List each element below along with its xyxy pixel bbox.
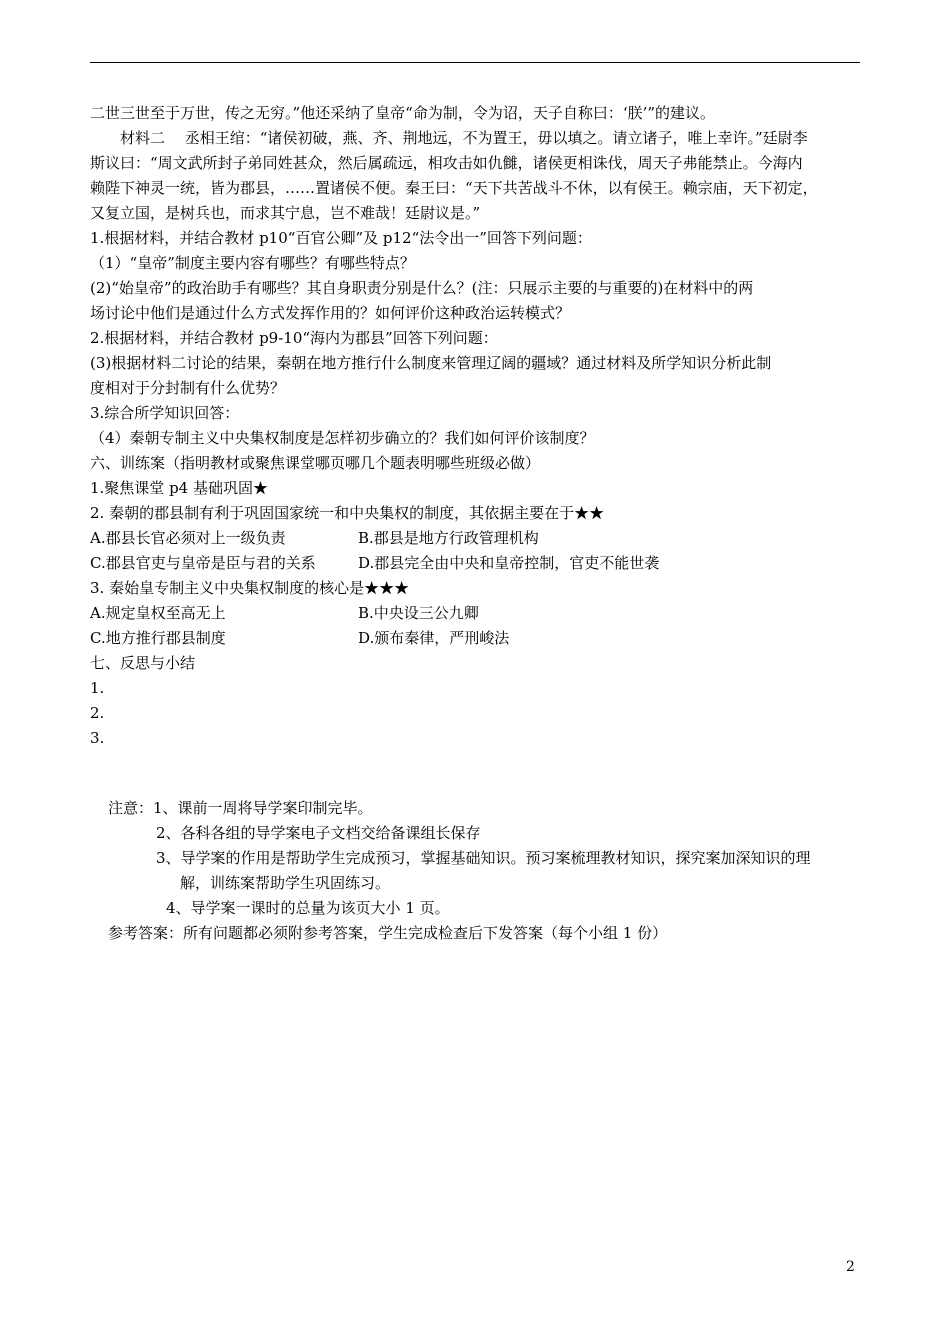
option-row — [90, 626, 860, 651]
notes-block — [90, 796, 870, 946]
note-line: 3、导学案的作用是帮助学生完成预习，掌握基础知识。预习案梳理教材知识，探究案加深知识的理 — [156, 849, 811, 867]
list-item: 2. — [90, 704, 105, 722]
note-line: 2、各科各组的导学案电子文档交给备课组长保存 — [156, 824, 481, 842]
reference-answer-note: 参考答案：所有问题都必须附参考答案，学生完成检查后下发答案（每个小组 1 份） — [108, 924, 668, 942]
option-b: B.中央设三公九卿 — [358, 604, 479, 622]
question-heading: 3.综合所学知识回答： — [90, 404, 240, 422]
text-line: 斯议曰：“周文武所封子弟同姓甚众，然后属疏远，相攻击如仇雠，诸侯更相诛伐，周天子弗能禁止。今海内 — [90, 154, 803, 172]
exercise-item: 2. 秦朝的郡县制有利于巩固国家统一和中央集权的制度，其依据主要在于★★ — [90, 504, 605, 522]
option-b: B.郡县是地方行政管理机构 — [358, 529, 539, 547]
note-line: 注意：1、课前一周将导学案印制完毕。 — [108, 799, 373, 817]
question: (2)“始皇帝”的政治助手有哪些？其自身职责分别是什么？(注：只展示主要的与重要的)在材料中的两 — [90, 279, 754, 297]
note-line: 4、导学案一课时的总量为该页大小 1 页。 — [166, 899, 450, 917]
question: (3)根据材料二讨论的结果，秦朝在地方推行什么制度来管理辽阔的疆域？通过材料及所学知识分析此制 — [90, 354, 772, 372]
text-line: 赖陛下神灵一统，皆为郡县，……置诸侯不便。秦王曰：“天下共苦战斗不休，以有侯王。赖宗庙，天下初定， — [90, 179, 818, 197]
list-item: 1. — [90, 679, 105, 697]
exercise-item: 3. 秦始皇专制主义中央集权制度的核心是★★★ — [90, 579, 410, 597]
option-c: C.郡县官吏与皇帝是臣与君的关系 — [90, 554, 316, 572]
header-rule — [90, 62, 860, 63]
text-line: 材料二 丞相王绾：“诸侯初破，燕、齐、荆地远，不为置王，毋以填之。请立诸子，唯上幸许。”廷尉李 — [120, 129, 808, 147]
option-a: A.规定皇权至高无上 — [90, 604, 226, 622]
exercise-item: 1.聚焦课堂 p4 基础巩固★ — [90, 479, 268, 497]
question: （1）“皇帝”制度主要内容有哪些？有哪些特点？ — [90, 254, 415, 272]
section-title: 六、训练案（指明教材或聚焦课堂哪页哪几个题表明哪些班级必做） — [90, 454, 541, 472]
section-title: 七、反思与小结 — [90, 654, 196, 672]
question: （4）秦朝专制主义中央集权制度是怎样初步确立的？我们如何评价该制度？ — [90, 429, 595, 447]
text-line: 二世三世至于万世，传之无穷。”他还采纳了皇帝“命为制，令为诏，天子自称曰：‘朕’”的建议。 — [90, 104, 716, 122]
list-item: 3. — [90, 729, 105, 747]
option-row — [90, 551, 860, 576]
text-line: 场讨论中他们是通过什么方式发挥作用的？如何评价这种政治运转模式？ — [90, 304, 571, 322]
note-line: 解，训练案帮助学生巩固练习。 — [180, 874, 391, 892]
option-row — [90, 601, 860, 626]
question-heading: 2.根据材料，并结合教材 p9-10“海内为郡县”回答下列问题： — [90, 329, 498, 347]
text-line: 又复立国，是树兵也，而求其宁息，岂不难哉！廷尉议是。” — [90, 204, 481, 222]
option-c: C.地方推行郡县制度 — [90, 629, 226, 647]
document-body — [90, 101, 860, 751]
option-d: D.郡县完全由中央和皇帝控制，官吏不能世袭 — [358, 554, 660, 572]
page-number: 2 — [846, 1259, 855, 1275]
option-d: D.颁布秦律，严刑峻法 — [358, 629, 510, 647]
text-line: 度相对于分封制有什么优势？ — [90, 379, 286, 397]
question-heading: 1.根据材料，并结合教材 p10“百官公卿”及 p12“法令出一”回答下列问题： — [90, 229, 592, 247]
option-row — [90, 526, 860, 551]
option-a: A.郡县长官必须对上一级负责 — [90, 529, 286, 547]
